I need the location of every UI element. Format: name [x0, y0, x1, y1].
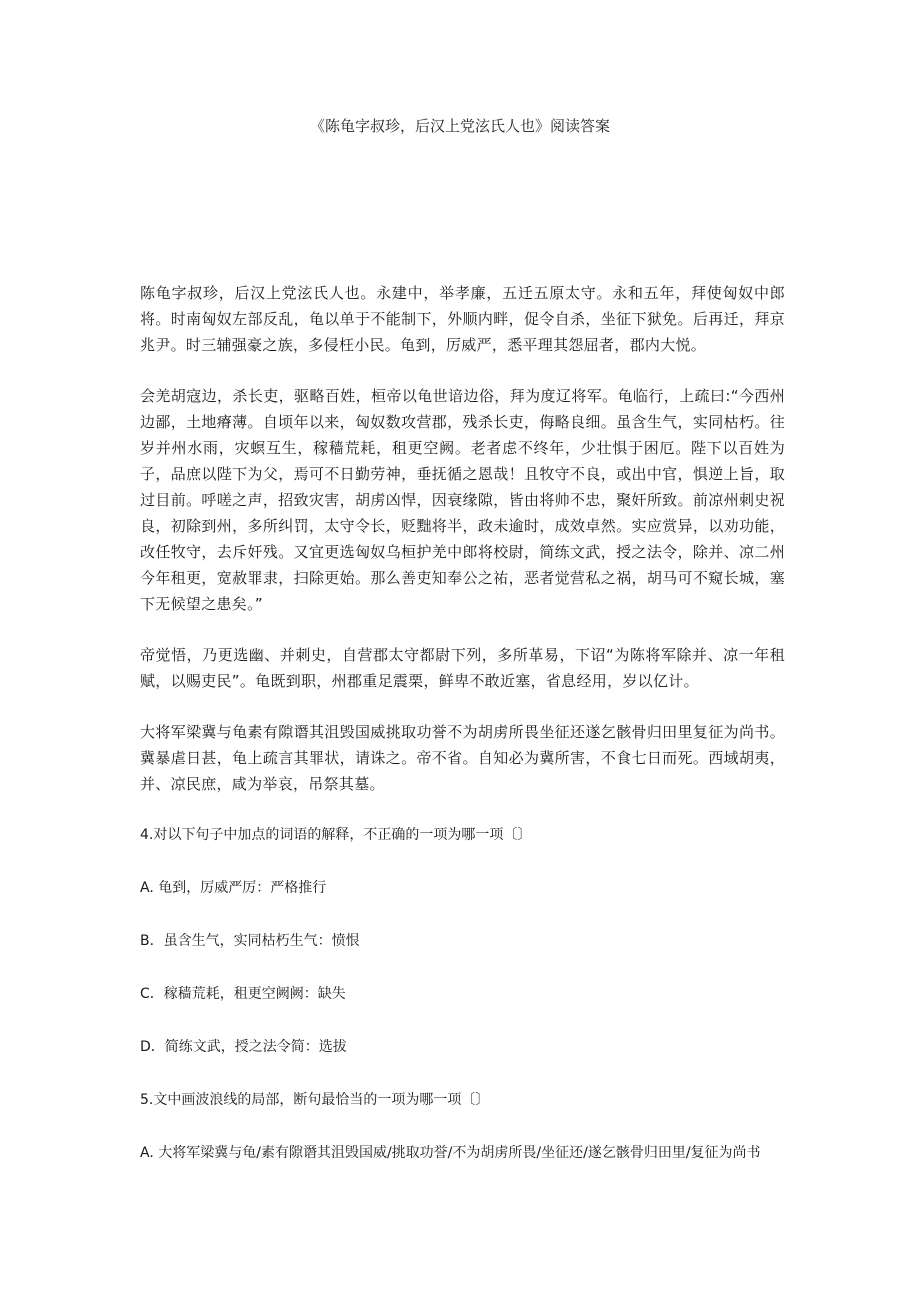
question-5-prompt: 5.文中画波浪线的局部，断句最恰当的一项为哪一项〔〕	[140, 1092, 490, 1108]
document-title: 《陈龟字叔珍，后汉上党泫氏人也》阅读答案	[309, 117, 610, 135]
question-4-option-d: D．简练文武，授之法令简：选拔	[140, 1039, 347, 1055]
question-4-prompt: 4.对以下句子中加点的词语的解释，不正确的一项为哪一项〔〕	[140, 827, 532, 843]
paragraph-3: 帝觉悟，乃更选幽、并刺史，自营郡太守都尉下列，多所革易，下诏“为陈将军除并、凉一年租赋，以赐吏民”。龟既到职，州郡重足震栗，鲜卑不敢近塞，省息经用，岁以亿计。	[140, 646, 785, 690]
paragraph-4: 大将军梁冀与龟素有隙谮其沮毁国威挑取功誉不为胡虏所畏坐征还遂乞骸骨归田里复征为尚书。冀暴虐日甚，龟上疏言其罪状，请诛之。帝不省。自知必为冀所害，不食七日而死。西域胡夷，并、凉民庶，咸为举哀，吊祭其墓。	[140, 723, 785, 793]
question-5-option-a: A. 大将军梁冀与龟/素有隙谮其沮毁国威/挑取功誉/不为胡虏所畏/坐征还/遂乞骸骨归田里/复征为尚书	[140, 1145, 761, 1161]
question-4-option-a: A. 龟到，厉威严厉：严格推行	[140, 880, 327, 896]
question-4-option-c: C．稼穑荒耗，租更空阙阙：缺失	[140, 986, 346, 1002]
question-4-option-b: B．虽含生气，实同枯朽生气：愤恨	[140, 933, 360, 949]
document-body	[140, 280, 785, 1166]
paragraph-2: 会羌胡寇边，杀长吏，驱略百姓，桓帝以龟世谙边俗，拜为度辽将军。龟临行，上疏曰:“今西州边鄙，土地瘠薄。自顷年以来，匈奴数攻营郡，残杀长吏，侮略良细。虽含生气，实同枯朽。往岁并州水雨，灾螟互生，稼穑荒耗，租更空阙。老者虑不终年，少壮惧于困厄。陛下以百姓为子，品庶以陛下为父，焉可不日勤劳神，垂抚循之恩哉！且牧守不良，或出中官，惧逆上旨，取过目前。呼嗟之声，招致灾害，胡虏凶悍，因衰缘隙，皆由将帅不忠，聚奸所致。前凉州刺史祝良，初除到州，多所纠罚，太守令长，贬黜将半，政未逾时，成效卓然。实应赏异，以劝功能，改任牧守，去斥奸残。又宜更选匈奴乌桓护羌中郎将校尉，简练文武，授之法令，除并、凉二州今年租更，宽赦罪隶，扫除更始。那么善吏知奉公之祐，恶者觉营私之祸，胡马可不窥长城，塞下无候望之患矣。”	[140, 387, 785, 613]
paragraph-1: 陈龟字叔珍，后汉上党泫氏人也。永建中，举孝廉，五迁五原太守。永和五年，拜使匈奴中郎将。时南匈奴左部反乱，龟以单于不能制下，外顺内畔，促令自杀，坐征下狱免。后再迁，拜京兆尹。时三辅强豪之族，多侵枉小民。龟到，厉威严，悉平理其怨屈者，郡内大悦。	[140, 284, 785, 354]
